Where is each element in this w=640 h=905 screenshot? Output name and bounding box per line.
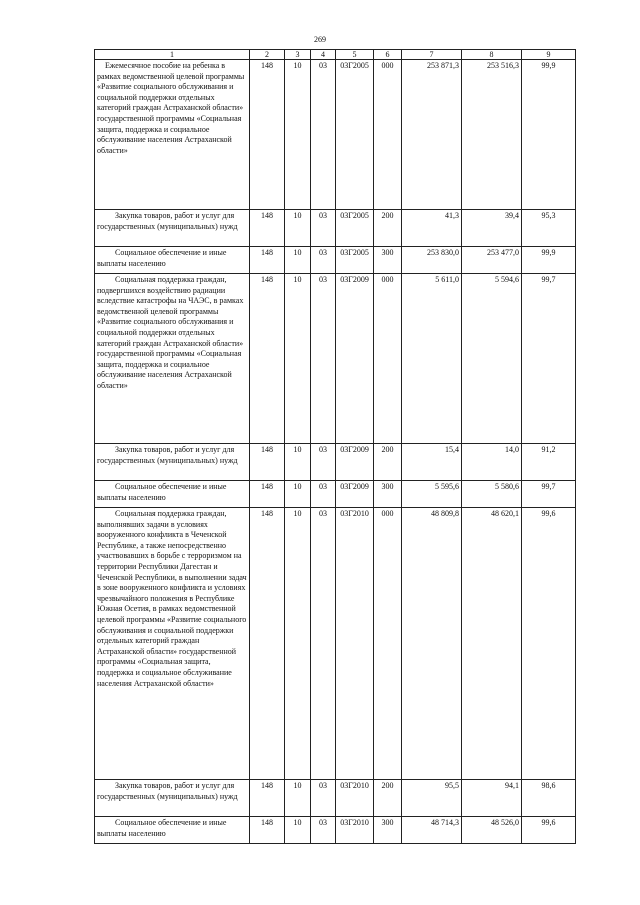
execution-percent: 99,7	[522, 481, 576, 508]
executed-amount: 48 526,0	[462, 817, 522, 844]
target-article-code: 03Г2010	[336, 508, 374, 780]
section-code: 10	[285, 780, 311, 817]
execution-percent: 99,9	[522, 60, 576, 210]
row-name-cell	[95, 481, 250, 508]
row-name: Ежемесячное пособие на ребенка в рамках ведомственной целевой программы «Развитие социального обслуживания и социальной поддержки отдельных категорий граждан Астраханской области» государственной программы «Социальная защита, поддержка и социальное обслуживание населения Астраханской области»	[97, 61, 245, 155]
column-number: 5	[336, 50, 374, 60]
planned-amount: 48 809,8	[402, 508, 462, 780]
target-article-code: 03Г2009	[336, 444, 374, 481]
column-number: 9	[522, 50, 576, 60]
ministry-code: 148	[250, 481, 285, 508]
planned-amount: 15,4	[402, 444, 462, 481]
section-code: 10	[285, 508, 311, 780]
executed-amount: 39,4	[462, 210, 522, 247]
column-number: 2	[250, 50, 285, 60]
executed-amount: 5 594,6	[462, 274, 522, 444]
ministry-code: 148	[250, 508, 285, 780]
section-code: 10	[285, 817, 311, 844]
column-number: 6	[374, 50, 402, 60]
column-number: 8	[462, 50, 522, 60]
table-row	[95, 60, 576, 210]
execution-percent: 91,2	[522, 444, 576, 481]
executed-amount: 14,0	[462, 444, 522, 481]
execution-percent: 99,6	[522, 508, 576, 780]
row-name: Социальное обеспечение и иные выплаты населению	[97, 248, 227, 268]
planned-amount: 5 611,0	[402, 274, 462, 444]
table-row	[95, 444, 576, 481]
table-row	[95, 274, 576, 444]
executed-amount: 253 516,3	[462, 60, 522, 210]
row-name: Закупка товаров, работ и услуг для государственных (муниципальных) нужд	[97, 781, 238, 801]
expense-type-code: 300	[374, 247, 402, 274]
expense-type-code: 000	[374, 60, 402, 210]
table-row	[95, 817, 576, 844]
table-row	[95, 210, 576, 247]
target-article-code: 03Г2010	[336, 780, 374, 817]
ministry-code: 148	[250, 780, 285, 817]
expense-type-code: 000	[374, 508, 402, 780]
subsection-code: 03	[311, 274, 336, 444]
row-name: Социальная поддержка граждан, выполнявших задачи в условиях вооруженного конфликта в Чеченской Республике, а также непосредственно участвовавших в борьбе с терроризмом на территории Республики Дагестан и Чеченской Республики, в выполнении задач в зоне вооруженного конфликта и условиях чрезвычайного положения в Республике Южная Осетия, в рамках ведомственной целевой программы «Развитие социального обслуживания и социальной поддержки отдельных категорий граждан Астраханской области» государственной программы «Социальная защита, поддержка и социальное обслуживание населения Астраханской области»	[97, 509, 247, 688]
execution-percent: 99,9	[522, 247, 576, 274]
row-name-cell	[95, 780, 250, 817]
ministry-code: 148	[250, 247, 285, 274]
planned-amount: 41,3	[402, 210, 462, 247]
subsection-code: 03	[311, 481, 336, 508]
ministry-code: 148	[250, 60, 285, 210]
row-name: Закупка товаров, работ и услуг для государственных (муниципальных) нужд	[97, 211, 238, 231]
subsection-code: 03	[311, 210, 336, 247]
target-article-code: 03Г2005	[336, 210, 374, 247]
expense-type-code: 200	[374, 210, 402, 247]
column-number: 4	[311, 50, 336, 60]
row-name-cell	[95, 247, 250, 274]
execution-percent: 95,3	[522, 210, 576, 247]
subsection-code: 03	[311, 247, 336, 274]
target-article-code: 03Г2009	[336, 481, 374, 508]
target-article-code: 03Г2005	[336, 247, 374, 274]
section-code: 10	[285, 210, 311, 247]
row-name: Социальная поддержка граждан, подвергшихся воздействию радиации вследствие катастрофы на ЧАЭС, в рамках ведомственной целевой программы «Развитие социального обслуживания и социальной поддержки отдельных категорий граждан Астраханской области» государственной программы «Социальная защита, поддержка и социальное обслуживание населения Астраханской области»	[97, 275, 244, 390]
target-article-code: 03Г2005	[336, 60, 374, 210]
section-code: 10	[285, 481, 311, 508]
expense-type-code: 300	[374, 817, 402, 844]
executed-amount: 253 477,0	[462, 247, 522, 274]
planned-amount: 253 830,0	[402, 247, 462, 274]
expense-type-code: 200	[374, 780, 402, 817]
expense-type-code: 300	[374, 481, 402, 508]
subsection-code: 03	[311, 444, 336, 481]
subsection-code: 03	[311, 780, 336, 817]
planned-amount: 253 871,3	[402, 60, 462, 210]
page-number: 269	[314, 35, 326, 44]
section-code: 10	[285, 274, 311, 444]
row-name-cell	[95, 274, 250, 444]
ministry-code: 148	[250, 274, 285, 444]
row-name: Социальное обеспечение и иные выплаты населению	[97, 818, 227, 838]
execution-percent: 98,6	[522, 780, 576, 817]
expense-type-code: 000	[374, 274, 402, 444]
row-name-cell	[95, 508, 250, 780]
section-code: 10	[285, 247, 311, 274]
row-name-cell	[95, 444, 250, 481]
column-number: 3	[285, 50, 311, 60]
subsection-code: 03	[311, 60, 336, 210]
ministry-code: 148	[250, 444, 285, 481]
planned-amount: 95,5	[402, 780, 462, 817]
table-row	[95, 780, 576, 817]
planned-amount: 48 714,3	[402, 817, 462, 844]
section-code: 10	[285, 444, 311, 481]
subsection-code: 03	[311, 817, 336, 844]
subsection-code: 03	[311, 508, 336, 780]
table-row	[95, 247, 576, 274]
executed-amount: 5 580,6	[462, 481, 522, 508]
table-row	[95, 508, 576, 780]
target-article-code: 03Г2010	[336, 817, 374, 844]
planned-amount: 5 595,6	[402, 481, 462, 508]
column-number: 1	[95, 50, 250, 60]
ministry-code: 148	[250, 817, 285, 844]
executed-amount: 94,1	[462, 780, 522, 817]
execution-percent: 99,6	[522, 817, 576, 844]
row-name: Социальное обеспечение и иные выплаты населению	[97, 482, 227, 502]
column-number: 7	[402, 50, 462, 60]
execution-percent: 99,7	[522, 274, 576, 444]
row-name-cell	[95, 210, 250, 247]
column-number-row	[95, 50, 576, 60]
target-article-code: 03Г2009	[336, 274, 374, 444]
row-name-cell	[95, 60, 250, 210]
executed-amount: 48 620,1	[462, 508, 522, 780]
row-name-cell	[95, 817, 250, 844]
ministry-code: 148	[250, 210, 285, 247]
budget-table	[94, 49, 576, 844]
row-name: Закупка товаров, работ и услуг для государственных (муниципальных) нужд	[97, 445, 238, 465]
table-row	[95, 481, 576, 508]
section-code: 10	[285, 60, 311, 210]
expense-type-code: 200	[374, 444, 402, 481]
